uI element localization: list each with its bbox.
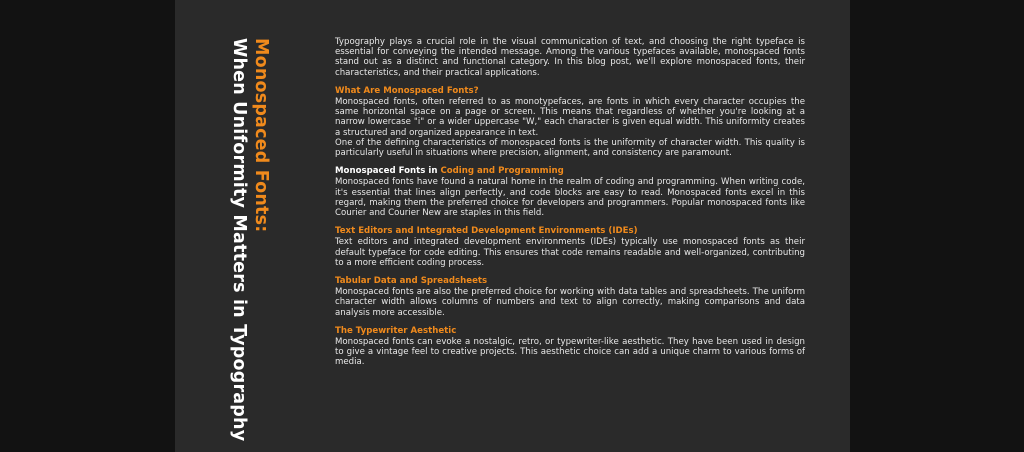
section-heading-coding xyxy=(335,166,805,176)
section-paragraph: Monospaced fonts, often referred to as monotypefaces, are fonts in which every character occupies the same horizontal space on a page or screen. This means that regardless of whether you're looking at a narrow lowercase "i" or a wider uppercase "W," each character is given equal width. This uniformity creates a structured and organized appearance in text. xyxy=(335,97,805,138)
article-body xyxy=(335,37,805,368)
section-heading-what-are: What Are Monospaced Fonts? xyxy=(335,85,479,96)
section-paragraph: Monospaced fonts have found a natural home in the realm of coding and programming. When writing code, it's essential that lines align perfectly, and code blocks are easy to read. Monospaced fonts excel in this regard, making them the preferred choice for developers and programmers. Popular monospaced fonts like Courier and Courier New are staples in this field. xyxy=(335,177,805,219)
intro-paragraph: Typography plays a crucial role in the visual communication of text, and choosing the right typeface is essential for conveying the intended message. Among the various typefaces available, monospaced fonts stand out as a distinct and functional category. In this blog post, we'll explore monospaced fonts, their characteristics, and their practical applications. xyxy=(335,37,805,78)
page-title xyxy=(228,38,272,441)
section-heading-tabular: Tabular Data and Spreadsheets xyxy=(335,276,488,287)
section-paragraph: Monospaced fonts can evoke a nostalgic, retro, or typewriter-like aesthetic. They have been used in design to give a vintage feel to creative projects. This aesthetic choice can add a unique charm to various forms of media. xyxy=(335,337,805,368)
title-line-2: When Uniformity Matters in Typography xyxy=(229,38,249,442)
section-paragraph: Monospaced fonts are also the preferred choice for working with data tables and spreadsheets. The uniform character width allows columns of numbers and text to align correctly, making comparisons and data analysis more accessible. xyxy=(335,287,805,318)
section-paragraph: Text editors and integrated development environments (IDEs) typically use monospaced fonts as their default typeface for code editing. This ensures that code remains readable and well-organized, contributing to a more efficient coding process. xyxy=(335,237,805,268)
title-block xyxy=(228,38,272,442)
section-paragraph: One of the defining characteristics of monospaced fonts is the uniformity of character width. This quality is particularly useful in situations where precision, alignment, and consistency are paramount. xyxy=(335,137,805,159)
heading-prefix: Monospaced Fonts in xyxy=(335,166,441,177)
title-line-1: Monospaced Fonts: xyxy=(251,38,271,233)
section-heading-ides: Text Editors and Integrated Development Environments (IDEs) xyxy=(335,226,638,237)
section-heading-typewriter: The Typewriter Aesthetic xyxy=(335,325,457,336)
heading-accent: Coding and Programming xyxy=(440,166,564,177)
